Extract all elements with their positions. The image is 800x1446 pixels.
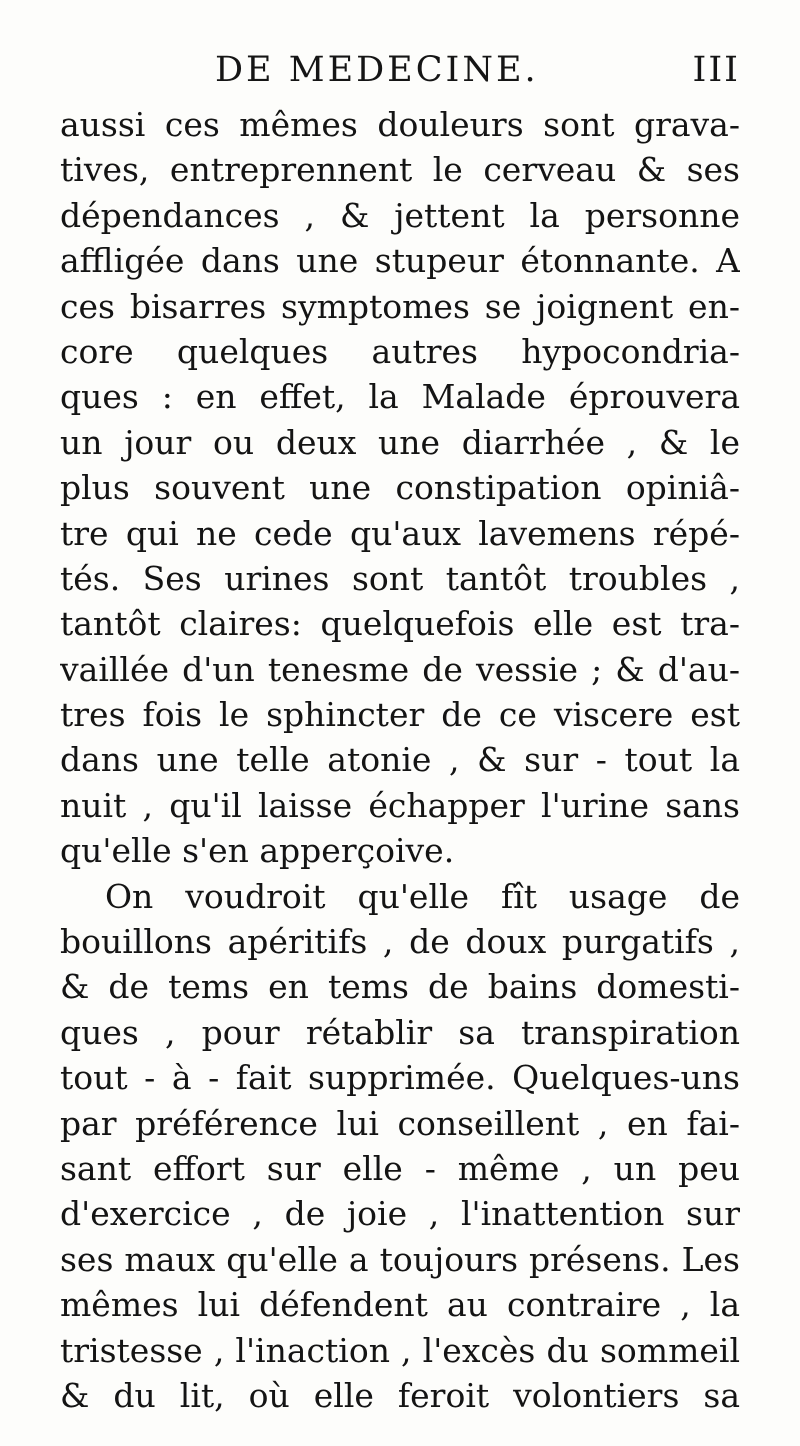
page-number: III	[692, 50, 740, 90]
text-line: dépendances , & jettent la personne	[60, 195, 740, 235]
text-line: ques : en effet, la Malade éprouvera	[60, 377, 740, 417]
text-line: mêmes lui défendent au contraire , la	[60, 1285, 740, 1325]
text-line: plus souvent une constipation opiniâ-	[60, 468, 740, 508]
text-line: tives, entreprennent le cerveau & ses	[60, 150, 740, 190]
text-line: sant effort sur elle - même , un peu	[60, 1148, 740, 1188]
page-header	[60, 50, 740, 100]
text-line: & du lit, où elle feroit volontiers sa	[60, 1375, 740, 1415]
text-line: tantôt claires: quelquefois elle est tra-	[60, 604, 740, 644]
text-line: On voudroit qu'elle fît usage de	[105, 876, 740, 916]
text-line: core quelques autres hypocondria-	[60, 331, 740, 371]
text-line: affligée dans une stupeur étonnante. A	[60, 241, 740, 281]
text-line: un jour ou deux une diarrhée , & le	[60, 422, 740, 462]
text-line: tre qui ne cede qu'aux lavemens répé-	[60, 513, 740, 553]
text-line: & de tems en tems de bains domesti-	[60, 967, 740, 1007]
text-line: tristesse , l'inaction , l'excès du sommeil	[60, 1330, 740, 1370]
body-text	[60, 102, 740, 1418]
text-line: par préférence lui conseillent , en fai-	[60, 1103, 740, 1143]
text-line: qu'elle s'en apperçoive.	[60, 831, 455, 871]
paragraph	[60, 874, 740, 1419]
text-line: ses maux qu'elle a toujours présens. Les	[60, 1239, 740, 1279]
running-title: DE MEDECINE.	[215, 50, 539, 90]
text-line: dans une telle atonie , & sur - tout la	[60, 740, 740, 780]
text-line: tout - à - fait supprimée. Quelques-uns	[60, 1058, 740, 1098]
text-line: vaillée d'un tenesme de vessie ; & d'au-	[60, 649, 740, 689]
text-line: ces bisarres symptomes se joignent en-	[60, 286, 740, 326]
text-line: aussi ces mêmes douleurs sont grava-	[60, 105, 740, 144]
text-line: d'exercice , de joie , l'inattention sur	[60, 1194, 740, 1234]
text-line: nuit , qu'il laisse échapper l'urine sans	[60, 785, 740, 825]
text-line: tés. Ses urines sont tantôt troubles ,	[60, 558, 740, 598]
text-line: bouillons apéritifs , de doux purgatifs ,	[60, 922, 740, 962]
text-line: tres fois le sphincter de ce viscere est	[60, 695, 740, 735]
paragraph	[60, 102, 740, 874]
text-line: ques , pour rétablir sa transpiration	[60, 1012, 740, 1052]
